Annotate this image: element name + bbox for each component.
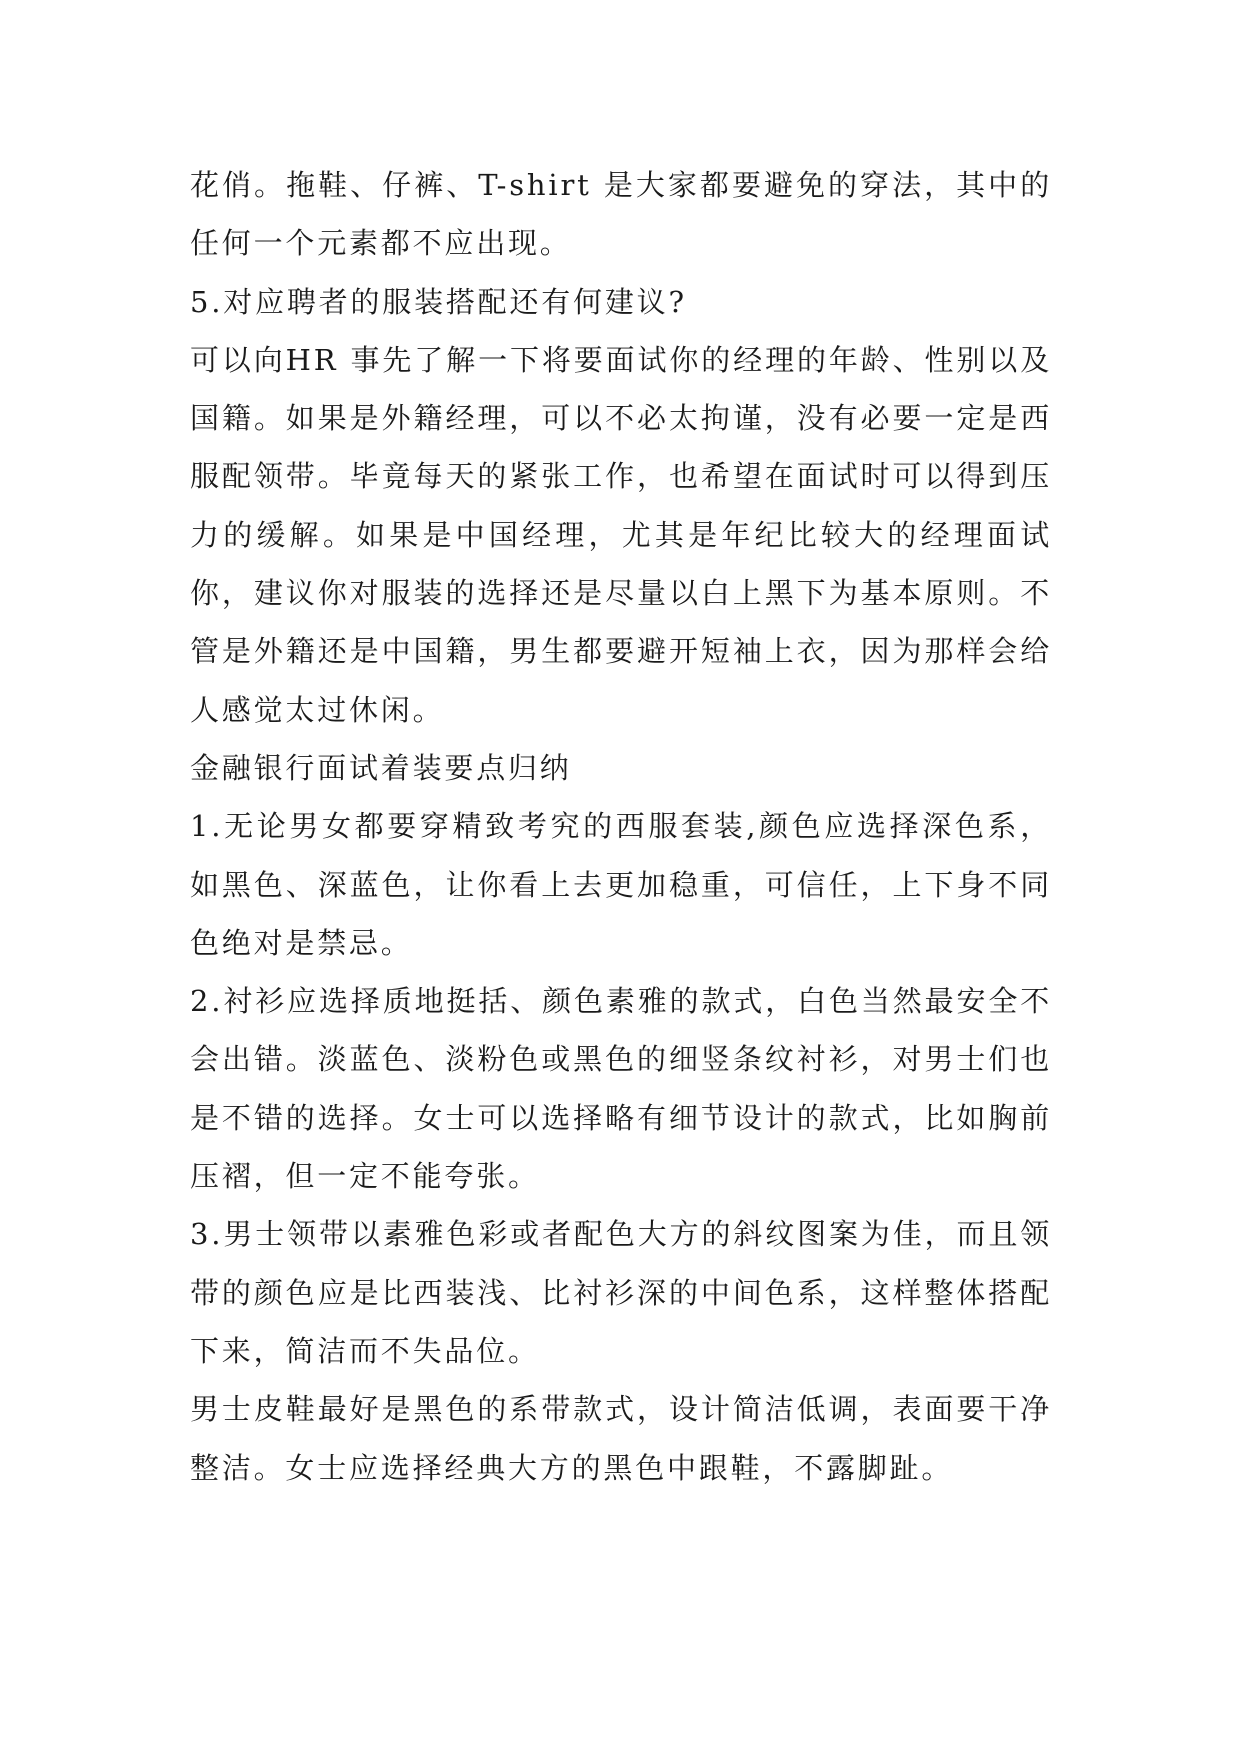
list-item-3: 3.男士领带以素雅色彩或者配色大方的斜纹图案为佳，而且领带的颜色应是比西装浅、比衬衫深的中间色系，这样整体搭配下来，简洁而不失品位。 — [190, 1217, 1052, 1368]
list-item-1: 1.无论男女都要穿精致考究的西服套装,颜色应选择深色系，如黑色、深蓝色，让你看上去更加稳重，可信任，上下身不同色绝对是禁忌。 — [190, 809, 1052, 960]
section-heading: 金融银行面试着装要点归纳 — [190, 750, 572, 785]
answer-paragraph: 可以向HR 事先了解一下将要面试你的经理的年龄、性别以及国籍。如果是外籍经理，可以不必太拘谨，没有必要一定是西服配领带。毕竟每天的紧张工作，也希望在面试时可以得到压力的缓解。如果是中国经理，尤其是年纪比较大的经理面试你，建议你对服装的选择还是尽量以白上黑下为基本原则。不管是外籍还是中国籍，男生都要避开短袖上衣，因为那样会给人感觉太过休闲。 — [190, 342, 1052, 727]
document-body — [190, 156, 1052, 1497]
list-item-2: 2.衬衫应选择质地挺括、颜色素雅的款式，白色当然最安全不会出错。淡蓝色、淡粉色或黑色的细竖条纹衬衫，对男士们也是不错的选择。女士可以选择略有细节设计的款式，比如胸前压褶，但一定不能夸张。 — [190, 984, 1052, 1194]
paragraph-continuation: 花俏。拖鞋、仔裤、T-shirt 是大家都要避免的穿法，其中的任何一个元素都不应出现。 — [190, 168, 1052, 261]
question-heading: 5.对应聘者的服装搭配还有何建议? — [190, 284, 687, 319]
closing-paragraph: 男士皮鞋最好是黑色的系带款式，设计简洁低调，表面要干净整洁。女士应选择经典大方的黑色中跟鞋，不露脚趾。 — [190, 1392, 1052, 1485]
